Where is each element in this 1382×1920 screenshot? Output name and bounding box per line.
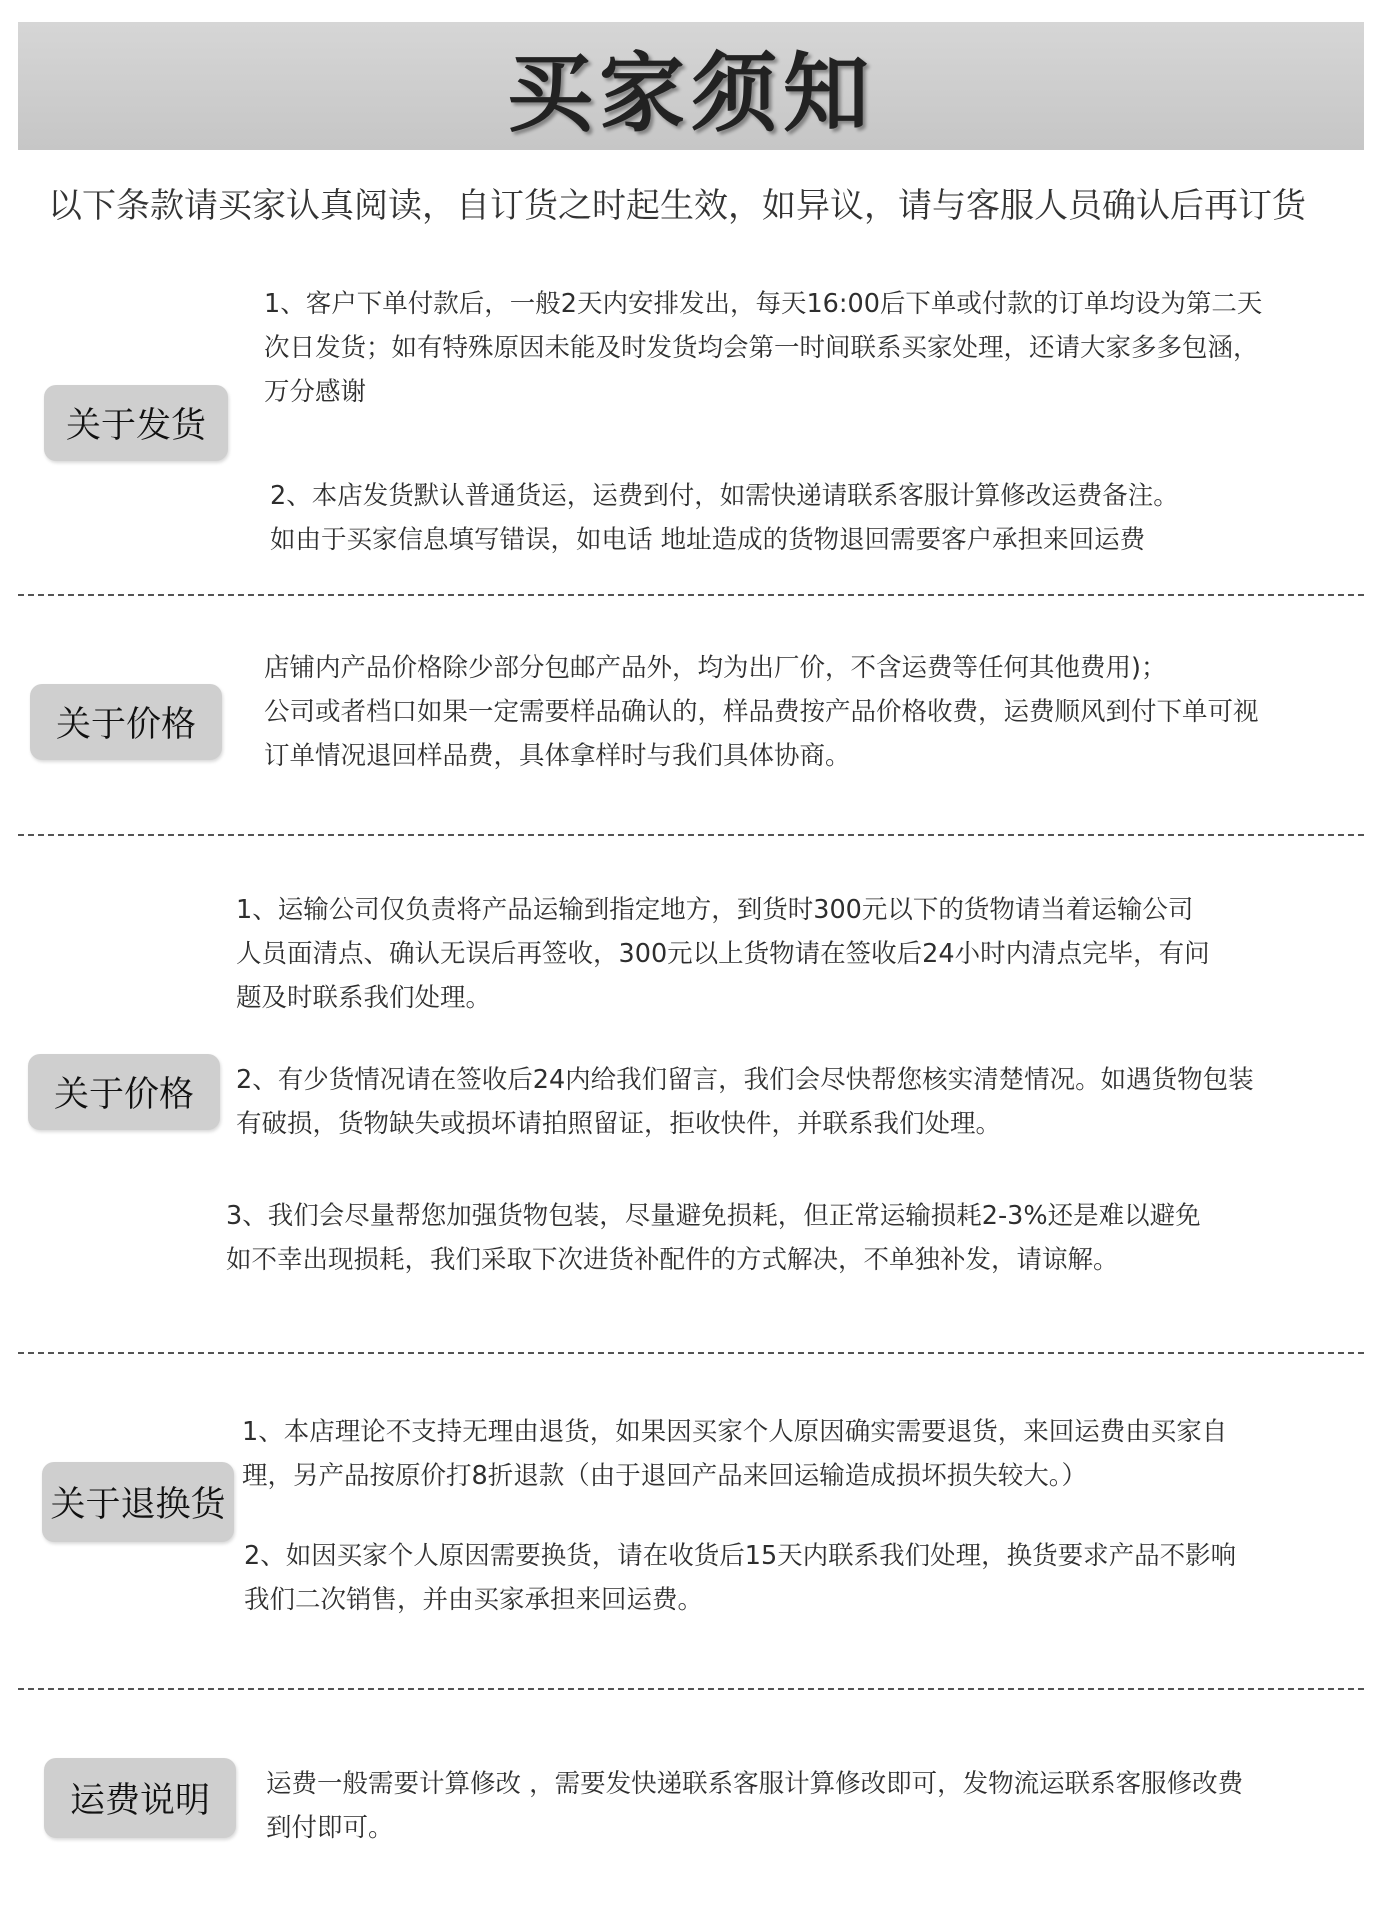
text-line: 1、运输公司仅负责将产品运输到指定地方，到货时300元以下的货物请当着运输公司: [236, 895, 1194, 925]
text-line: 公司或者档口如果一定需要样品确认的，样品费按产品价格收费，运费顺风到付下单可视: [264, 697, 1259, 727]
transport-paragraph-1: [236, 888, 1210, 1020]
section-divider: [18, 834, 1364, 836]
text-line: 订单情况退回样品费，具体拿样时与我们具体协商。: [264, 741, 851, 771]
text-line: 店铺内产品价格除少部分包邮产品外，均为出厂价，不含运费等任何其他费用)；: [264, 653, 1167, 683]
text-line: 次日发货；如有特殊原因未能及时发货均会第一时间联系买家处理，还请大家多多包涵，: [264, 333, 1259, 363]
text-line: 如不幸出现损耗，我们采取下次进货补配件的方式解决，不单独补发，请谅解。: [226, 1245, 1119, 1275]
page-title: 买家须知: [507, 44, 875, 144]
shipping-paragraph-1: [264, 282, 1262, 414]
section-label-returns: 关于退换货: [42, 1462, 234, 1542]
text-line: 3、我们会尽量帮您加强货物包装，尽量避免损耗，但正常运输损耗2-3%还是难以避免: [226, 1201, 1201, 1231]
section-label-transport: 关于价格: [28, 1054, 220, 1130]
text-line: 理，另产品按原价打8折退款（由于退回产品来回运输造成损坏损失较大。）: [242, 1461, 1087, 1491]
section-label-shipping: 关于发货: [44, 385, 228, 461]
freight-paragraph: [266, 1762, 1243, 1850]
returns-paragraph-1: [242, 1410, 1227, 1498]
section-label-price: 关于价格: [30, 684, 222, 760]
section-label-freight: 运费说明: [44, 1758, 236, 1838]
section-divider: [18, 1352, 1364, 1354]
text-line: 1、客户下单付款后，一般2天内安排发出，每天16:00后下单或付款的订单均设为第二天: [264, 289, 1263, 319]
intro-text: 以下条款请买家认真阅读，自订货之时起生效，如异议，请与客服人员确认后再订货: [48, 186, 1306, 226]
shipping-paragraph-2: [270, 474, 1179, 562]
price-paragraph: [264, 646, 1259, 778]
text-line: 运费一般需要计算修改 ，需要发快递联系客服计算修改即可，发物流运联系客服修改费: [266, 1769, 1244, 1799]
text-line: 万分感谢: [264, 377, 367, 407]
text-line: 人员面清点、确认无误后再签收，300元以上货物请在签收后24小时内清点完毕，有问: [236, 939, 1210, 969]
returns-paragraph-2: [244, 1534, 1236, 1622]
text-line: 2、如因买家个人原因需要换货，请在收货后15天内联系我们处理，换货要求产品不影响: [244, 1541, 1237, 1571]
text-line: 到付即可。: [266, 1813, 394, 1843]
title-banner: [18, 22, 1364, 150]
text-line: 题及时联系我们处理。: [236, 983, 492, 1013]
text-line: 有破损，货物缺失或损坏请拍照留证，拒收快件，并联系我们处理。: [236, 1109, 1002, 1139]
text-line: 我们二次销售，并由买家承担来回运费。: [244, 1585, 704, 1615]
section-divider: [18, 1688, 1364, 1690]
transport-paragraph-2: [236, 1058, 1254, 1146]
text-line: 1、本店理论不支持无理由退货，如果因买家个人原因确实需要退货，来回运费由买家自: [242, 1417, 1228, 1447]
text-line: 2、有少货情况请在签收后24内给我们留言，我们会尽快帮您核实清楚情况。如遇货物包装: [236, 1065, 1254, 1095]
text-line: 如由于买家信息填写错误，如电话 地址造成的货物退回需要客户承担来回运费: [270, 525, 1146, 555]
text-line: 2、本店发货默认普通货运，运费到付，如需快递请联系客服计算修改运费备注。: [270, 481, 1179, 511]
section-divider: [18, 594, 1364, 596]
transport-paragraph-3: [226, 1194, 1201, 1282]
